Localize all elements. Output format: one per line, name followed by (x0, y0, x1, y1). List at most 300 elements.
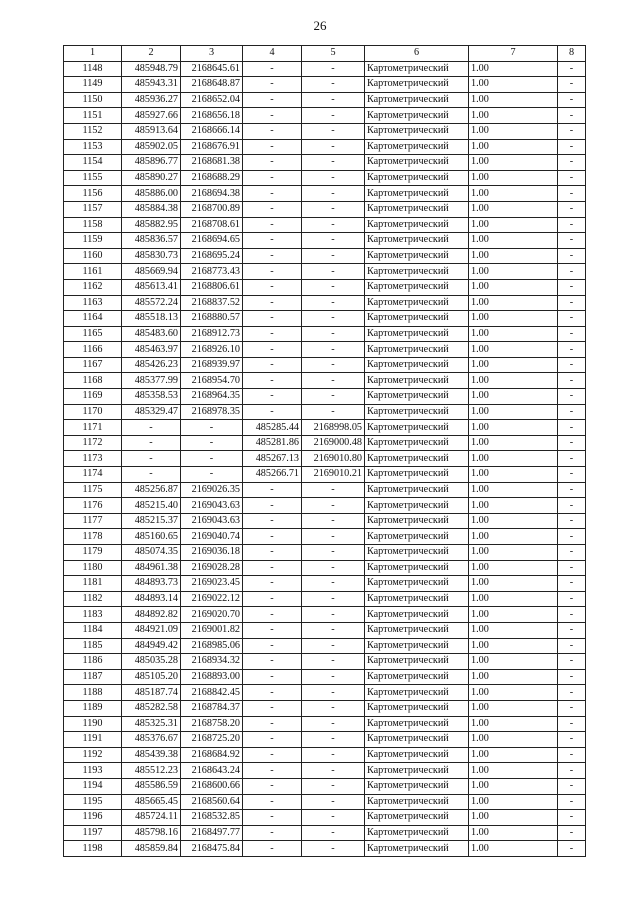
table-row (64, 545, 586, 561)
table-cell: - (558, 186, 586, 202)
table-cell: Картометрический (365, 482, 469, 498)
table-cell: - (302, 685, 365, 701)
table-cell: 2168497.77 (181, 825, 243, 841)
table-cell: 1.00 (469, 654, 558, 670)
table-cell: - (558, 108, 586, 124)
table-cell: 2169022.12 (181, 591, 243, 607)
table-cell: 2168934.32 (181, 654, 243, 670)
table-cell: 1.00 (469, 638, 558, 654)
table-row (64, 389, 586, 405)
table-cell: Картометрический (365, 607, 469, 623)
table-cell: 1163 (64, 295, 122, 311)
table-cell: - (558, 233, 586, 249)
table-cell: - (558, 482, 586, 498)
table-cell: - (302, 622, 365, 638)
table-cell: 1176 (64, 498, 122, 514)
table-cell: 1.00 (469, 326, 558, 342)
table-cell: - (302, 545, 365, 561)
table-cell: 1.00 (469, 170, 558, 186)
table-cell: 485518.13 (122, 311, 181, 327)
table-cell: 2168676.91 (181, 139, 243, 155)
table-cell: - (302, 77, 365, 93)
table-row (64, 576, 586, 592)
table-row (64, 217, 586, 233)
table-cell: Картометрический (365, 155, 469, 171)
table-cell: Картометрический (365, 638, 469, 654)
table-cell: 1150 (64, 92, 122, 108)
table-cell: 2168880.57 (181, 311, 243, 327)
table-row (64, 123, 586, 139)
table-cell: 485483.60 (122, 326, 181, 342)
table-cell: 2168939.97 (181, 357, 243, 373)
table-cell: - (243, 763, 302, 779)
table-cell: - (302, 576, 365, 592)
table-row (64, 77, 586, 93)
table-cell: Картометрический (365, 217, 469, 233)
table-row (64, 373, 586, 389)
table-cell: Картометрический (365, 529, 469, 545)
table-cell: Картометрический (365, 591, 469, 607)
table-cell: - (302, 498, 365, 514)
table-cell: 485267.13 (243, 451, 302, 467)
table-cell: Картометрический (365, 810, 469, 826)
table-cell: - (243, 342, 302, 358)
table-row (64, 529, 586, 545)
table-cell: - (558, 201, 586, 217)
page-number: 26 (313, 18, 327, 33)
table-cell: - (302, 669, 365, 685)
table-row (64, 794, 586, 810)
table-cell: - (558, 763, 586, 779)
table-cell: 1197 (64, 825, 122, 841)
table-cell: - (243, 77, 302, 93)
table-cell: 2168842.45 (181, 685, 243, 701)
table-cell: 1172 (64, 435, 122, 451)
table-cell: 2169026.35 (181, 482, 243, 498)
table-cell: - (302, 404, 365, 420)
table-row (64, 498, 586, 514)
table-cell: Картометрический (365, 732, 469, 748)
table-cell: - (558, 825, 586, 841)
table-cell: - (243, 108, 302, 124)
table-cell: 2169043.63 (181, 498, 243, 514)
table-cell: Картометрический (365, 389, 469, 405)
table-cell: 485896.77 (122, 155, 181, 171)
table-cell: - (558, 716, 586, 732)
table-row (64, 326, 586, 342)
table-cell: Картометрический (365, 498, 469, 514)
table-cell: 1.00 (469, 747, 558, 763)
table-cell: 2168985.06 (181, 638, 243, 654)
table-cell: - (302, 326, 365, 342)
table-cell: - (302, 342, 365, 358)
table-cell: 485035.28 (122, 654, 181, 670)
table-cell: Картометрический (365, 326, 469, 342)
table-cell: 1.00 (469, 155, 558, 171)
table-cell: 485463.97 (122, 342, 181, 358)
table-cell: 485358.53 (122, 389, 181, 405)
table-cell: Картометрический (365, 233, 469, 249)
table-row (64, 139, 586, 155)
table-cell: - (302, 357, 365, 373)
table-cell: - (243, 61, 302, 77)
table-cell: 485890.27 (122, 170, 181, 186)
table-row (64, 311, 586, 327)
table-cell: - (302, 700, 365, 716)
table-cell: Картометрический (365, 576, 469, 592)
table-cell: 2168806.61 (181, 279, 243, 295)
table-cell: 485376.67 (122, 732, 181, 748)
table-row (64, 61, 586, 77)
table-cell: 2169010.80 (302, 451, 365, 467)
table-cell: 2169040.74 (181, 529, 243, 545)
table-cell: 1156 (64, 186, 122, 202)
table-cell: - (558, 622, 586, 638)
table-cell: - (558, 638, 586, 654)
table-cell: Картометрический (365, 435, 469, 451)
table-cell: 1.00 (469, 825, 558, 841)
table-cell: - (558, 389, 586, 405)
table-row (64, 716, 586, 732)
table-cell: 485105.20 (122, 669, 181, 685)
table-cell: - (302, 311, 365, 327)
table-cell: - (243, 139, 302, 155)
table-cell: 2168600.66 (181, 778, 243, 794)
table-row (64, 467, 586, 483)
table-cell: Картометрический (365, 763, 469, 779)
table-cell: - (243, 607, 302, 623)
table-cell: 485426.23 (122, 357, 181, 373)
table-row (64, 654, 586, 670)
table-cell: Картометрический (365, 108, 469, 124)
table-cell: 1151 (64, 108, 122, 124)
table-cell: 1184 (64, 622, 122, 638)
table-cell: Картометрический (365, 794, 469, 810)
table-cell: - (558, 357, 586, 373)
table-cell: - (243, 841, 302, 857)
table-cell: - (243, 622, 302, 638)
table-cell: - (558, 420, 586, 436)
table-cell: 1.00 (469, 560, 558, 576)
table-cell: - (558, 435, 586, 451)
table-cell: 2168998.05 (302, 420, 365, 436)
table-cell: 485613.41 (122, 279, 181, 295)
table-row (64, 513, 586, 529)
table-row (64, 607, 586, 623)
table-cell: - (302, 61, 365, 77)
table-cell: 1.00 (469, 92, 558, 108)
table-cell: Картометрический (365, 342, 469, 358)
table-cell: - (302, 217, 365, 233)
table-cell: 1.00 (469, 732, 558, 748)
table-cell: 484893.14 (122, 591, 181, 607)
table-row (64, 357, 586, 373)
table-cell: - (558, 61, 586, 77)
table-cell: 2168912.73 (181, 326, 243, 342)
table-cell: - (181, 420, 243, 436)
table-cell: - (243, 295, 302, 311)
table-cell: - (558, 810, 586, 826)
table-cell: 1.00 (469, 77, 558, 93)
table-row (64, 700, 586, 716)
table-row (64, 622, 586, 638)
table-cell: - (302, 233, 365, 249)
table-cell: Картометрический (365, 654, 469, 670)
table-cell: 1.00 (469, 498, 558, 514)
table-row (64, 591, 586, 607)
table-cell: 1190 (64, 716, 122, 732)
table-cell: 2169020.70 (181, 607, 243, 623)
table-cell: 1.00 (469, 716, 558, 732)
table-cell: - (243, 794, 302, 810)
table-cell: 1.00 (469, 763, 558, 779)
table-cell: - (558, 513, 586, 529)
table-cell: 2168694.65 (181, 233, 243, 249)
table-cell: 485665.45 (122, 794, 181, 810)
table-cell: 485187.74 (122, 685, 181, 701)
table-cell: - (558, 311, 586, 327)
table-cell: 485669.94 (122, 264, 181, 280)
table-cell: 485943.31 (122, 77, 181, 93)
table-cell: - (181, 435, 243, 451)
table-cell: - (302, 201, 365, 217)
table-cell: 1.00 (469, 513, 558, 529)
table-cell: 1180 (64, 560, 122, 576)
table-cell: 485377.99 (122, 373, 181, 389)
table-cell: - (558, 451, 586, 467)
table-cell: - (302, 529, 365, 545)
table-cell: 484961.38 (122, 560, 181, 576)
table-cell: 2168784.37 (181, 700, 243, 716)
table-cell: 1161 (64, 264, 122, 280)
table-cell: 2168700.89 (181, 201, 243, 217)
table-cell: - (243, 716, 302, 732)
table-cell: - (302, 155, 365, 171)
table-cell: - (181, 451, 243, 467)
table-cell: - (302, 716, 365, 732)
table-row (64, 763, 586, 779)
table-cell: - (302, 732, 365, 748)
table-cell: 485285.44 (243, 420, 302, 436)
table-cell: - (558, 404, 586, 420)
table-cell: 484921.09 (122, 622, 181, 638)
coordinates-table (63, 45, 586, 857)
column-header: 7 (469, 46, 558, 62)
table-cell: 1.00 (469, 123, 558, 139)
table-row (64, 560, 586, 576)
table-cell: - (243, 389, 302, 405)
table-cell: 2169023.45 (181, 576, 243, 592)
table-cell: - (558, 139, 586, 155)
table-cell: Картометрический (365, 123, 469, 139)
table-cell: Картометрический (365, 201, 469, 217)
table-cell: Картометрический (365, 420, 469, 436)
table-row (64, 732, 586, 748)
table-cell: - (243, 498, 302, 514)
table-cell: 485215.40 (122, 498, 181, 514)
table-cell: - (558, 654, 586, 670)
table-cell: 1.00 (469, 591, 558, 607)
table-cell: Картометрический (365, 560, 469, 576)
table-cell: - (243, 373, 302, 389)
table-cell: 485830.73 (122, 248, 181, 264)
table-cell: - (302, 747, 365, 763)
table-cell: 1185 (64, 638, 122, 654)
table-cell: 2168694.38 (181, 186, 243, 202)
table-cell: - (302, 373, 365, 389)
table-cell: 2169036.18 (181, 545, 243, 561)
table-cell: 484893.73 (122, 576, 181, 592)
table-cell: Картометрический (365, 279, 469, 295)
table-row (64, 420, 586, 436)
table-cell: - (302, 248, 365, 264)
table-cell: - (302, 560, 365, 576)
table-cell: - (243, 513, 302, 529)
table-cell: 2168773.43 (181, 264, 243, 280)
table-cell: - (243, 482, 302, 498)
table-cell: - (558, 607, 586, 623)
table-cell: 1.00 (469, 451, 558, 467)
table-row (64, 186, 586, 202)
table-cell: 1158 (64, 217, 122, 233)
table-cell: - (558, 576, 586, 592)
table-cell: - (243, 279, 302, 295)
table-cell: Картометрический (365, 700, 469, 716)
table-cell: - (243, 685, 302, 701)
table-cell: - (558, 77, 586, 93)
table-cell: - (243, 669, 302, 685)
table-cell: 1191 (64, 732, 122, 748)
table-cell: 1.00 (469, 669, 558, 685)
column-header: 5 (302, 46, 365, 62)
table-cell: 1182 (64, 591, 122, 607)
table-cell: - (558, 279, 586, 295)
table-cell: 1.00 (469, 201, 558, 217)
table-cell: 1181 (64, 576, 122, 592)
table-row (64, 108, 586, 124)
table-cell: 2168666.14 (181, 123, 243, 139)
table-cell: 2168688.29 (181, 170, 243, 186)
table-cell: 1166 (64, 342, 122, 358)
table-cell: 1.00 (469, 545, 558, 561)
table-cell: - (302, 264, 365, 280)
table-cell: - (243, 92, 302, 108)
table-cell: 1.00 (469, 373, 558, 389)
table-row (64, 841, 586, 857)
table-cell: 1169 (64, 389, 122, 405)
table-cell: 1.00 (469, 264, 558, 280)
table-row (64, 342, 586, 358)
table-cell: 2168725.20 (181, 732, 243, 748)
table-row (64, 638, 586, 654)
table-cell: 1.00 (469, 139, 558, 155)
table-cell: 2169001.82 (181, 622, 243, 638)
table-cell: - (243, 404, 302, 420)
table-cell: 485160.65 (122, 529, 181, 545)
table-cell: 2168560.64 (181, 794, 243, 810)
table-cell: 1.00 (469, 685, 558, 701)
table-cell: - (122, 420, 181, 436)
table-cell: - (558, 170, 586, 186)
table-cell: 1149 (64, 77, 122, 93)
table-cell: Картометрический (365, 404, 469, 420)
table-cell: Картометрический (365, 669, 469, 685)
table-cell: 1.00 (469, 700, 558, 716)
table-cell: 2168645.61 (181, 61, 243, 77)
table-cell: 2168648.87 (181, 77, 243, 93)
table-cell: - (243, 233, 302, 249)
table-cell: 1.00 (469, 576, 558, 592)
table-cell: - (558, 326, 586, 342)
table-cell: 1.00 (469, 357, 558, 373)
table-cell: 1155 (64, 170, 122, 186)
table-cell: - (243, 170, 302, 186)
table-cell: - (558, 778, 586, 794)
table-cell: 1160 (64, 248, 122, 264)
table-cell: 1.00 (469, 810, 558, 826)
table-cell: - (243, 747, 302, 763)
table-cell: 485927.66 (122, 108, 181, 124)
table-cell: 1168 (64, 373, 122, 389)
table-cell: 2168758.20 (181, 716, 243, 732)
table-cell: - (243, 217, 302, 233)
table-cell: - (302, 638, 365, 654)
table-cell: 1.00 (469, 61, 558, 77)
table-cell: 1170 (64, 404, 122, 420)
table-cell: Картометрический (365, 841, 469, 857)
table-cell: Картометрический (365, 716, 469, 732)
table-cell: - (558, 498, 586, 514)
table-cell: - (302, 825, 365, 841)
table-cell: - (181, 467, 243, 483)
table-cell: 1.00 (469, 778, 558, 794)
table-cell: Картометрический (365, 61, 469, 77)
table-cell: - (243, 810, 302, 826)
table-row (64, 201, 586, 217)
table-cell: - (302, 607, 365, 623)
table-cell: - (243, 576, 302, 592)
table-cell: 1.00 (469, 217, 558, 233)
table-cell: 1.00 (469, 108, 558, 124)
table-row (64, 279, 586, 295)
table-cell: - (243, 545, 302, 561)
table-cell: 1165 (64, 326, 122, 342)
table-cell: 1192 (64, 747, 122, 763)
table-cell: 1189 (64, 700, 122, 716)
table-cell: 1.00 (469, 482, 558, 498)
table-cell: 1157 (64, 201, 122, 217)
table-cell: - (302, 513, 365, 529)
table-cell: 1162 (64, 279, 122, 295)
table-cell: 2168652.04 (181, 92, 243, 108)
table-cell: 1.00 (469, 311, 558, 327)
table-cell: Картометрический (365, 170, 469, 186)
column-header: 4 (243, 46, 302, 62)
column-header: 2 (122, 46, 181, 62)
table-row (64, 451, 586, 467)
table-cell: 1.00 (469, 389, 558, 405)
table-cell: Картометрический (365, 186, 469, 202)
table-cell: - (302, 123, 365, 139)
table-cell: - (558, 732, 586, 748)
table-cell: - (243, 186, 302, 202)
table-cell: 1.00 (469, 622, 558, 638)
table-cell: 2168695.24 (181, 248, 243, 264)
table-cell: 1183 (64, 607, 122, 623)
table-cell: 485215.37 (122, 513, 181, 529)
table-cell: 2169043.63 (181, 513, 243, 529)
table-cell: 1198 (64, 841, 122, 857)
